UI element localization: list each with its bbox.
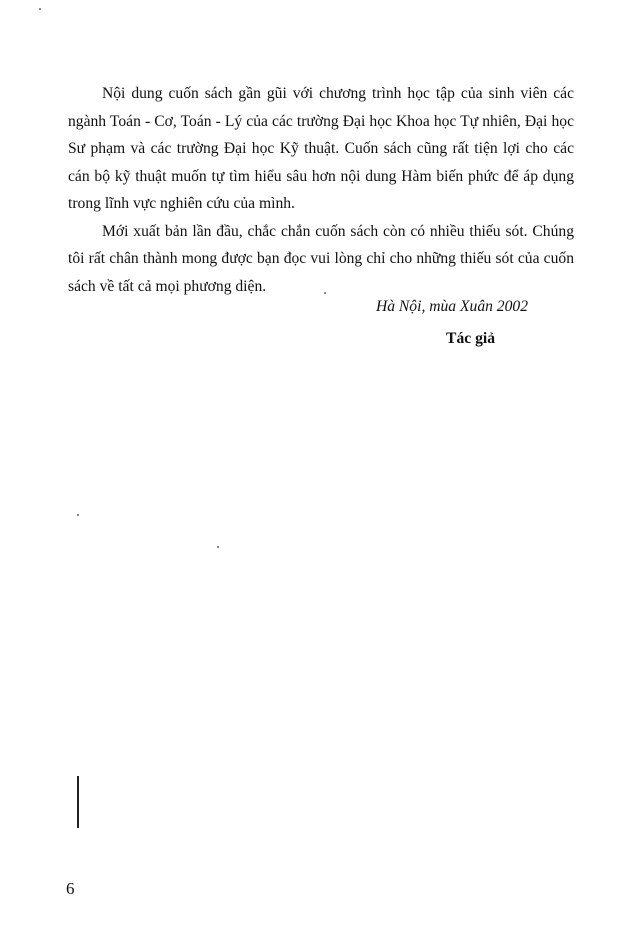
paragraph-2: Mới xuất bản lần đầu, chắc chắn cuốn sách còn có nhiều thiếu sót. Chúng tôi rất chân thành mong được bạn đọc vui lòng chỉ cho những thiếu sót của cuốn sách về tất cả mọi phương diện.: [68, 222, 574, 295]
paragraph-1: Nội dung cuốn sách gần gũi với chương trình học tập của sinh viên các ngành Toán - Cơ, Toán - Lý của các trường Đại học Khoa học Tự nhiên, Đại học Sư phạm và các trường Đại học Kỹ thuật. Cuốn sách cũng rất tiện lợi cho các cán bộ kỹ thuật muốn tự tìm hiểu sâu hơn nội dung Hàm biến phức để áp dụng trong lĩnh vực nghiên cứu của mình.: [68, 85, 574, 212]
signature-author: Tác giả: [446, 330, 495, 347]
scan-speck: [77, 514, 79, 516]
page-number: 6: [66, 879, 75, 898]
signature-place-date: Hà Nội, mùa Xuân 2002: [375, 298, 528, 315]
scan-margin-line: [77, 776, 79, 828]
scan-speck: [324, 292, 326, 294]
scan-speck: [217, 546, 219, 548]
scan-speck: [39, 8, 41, 10]
preface-text: [68, 80, 574, 300]
